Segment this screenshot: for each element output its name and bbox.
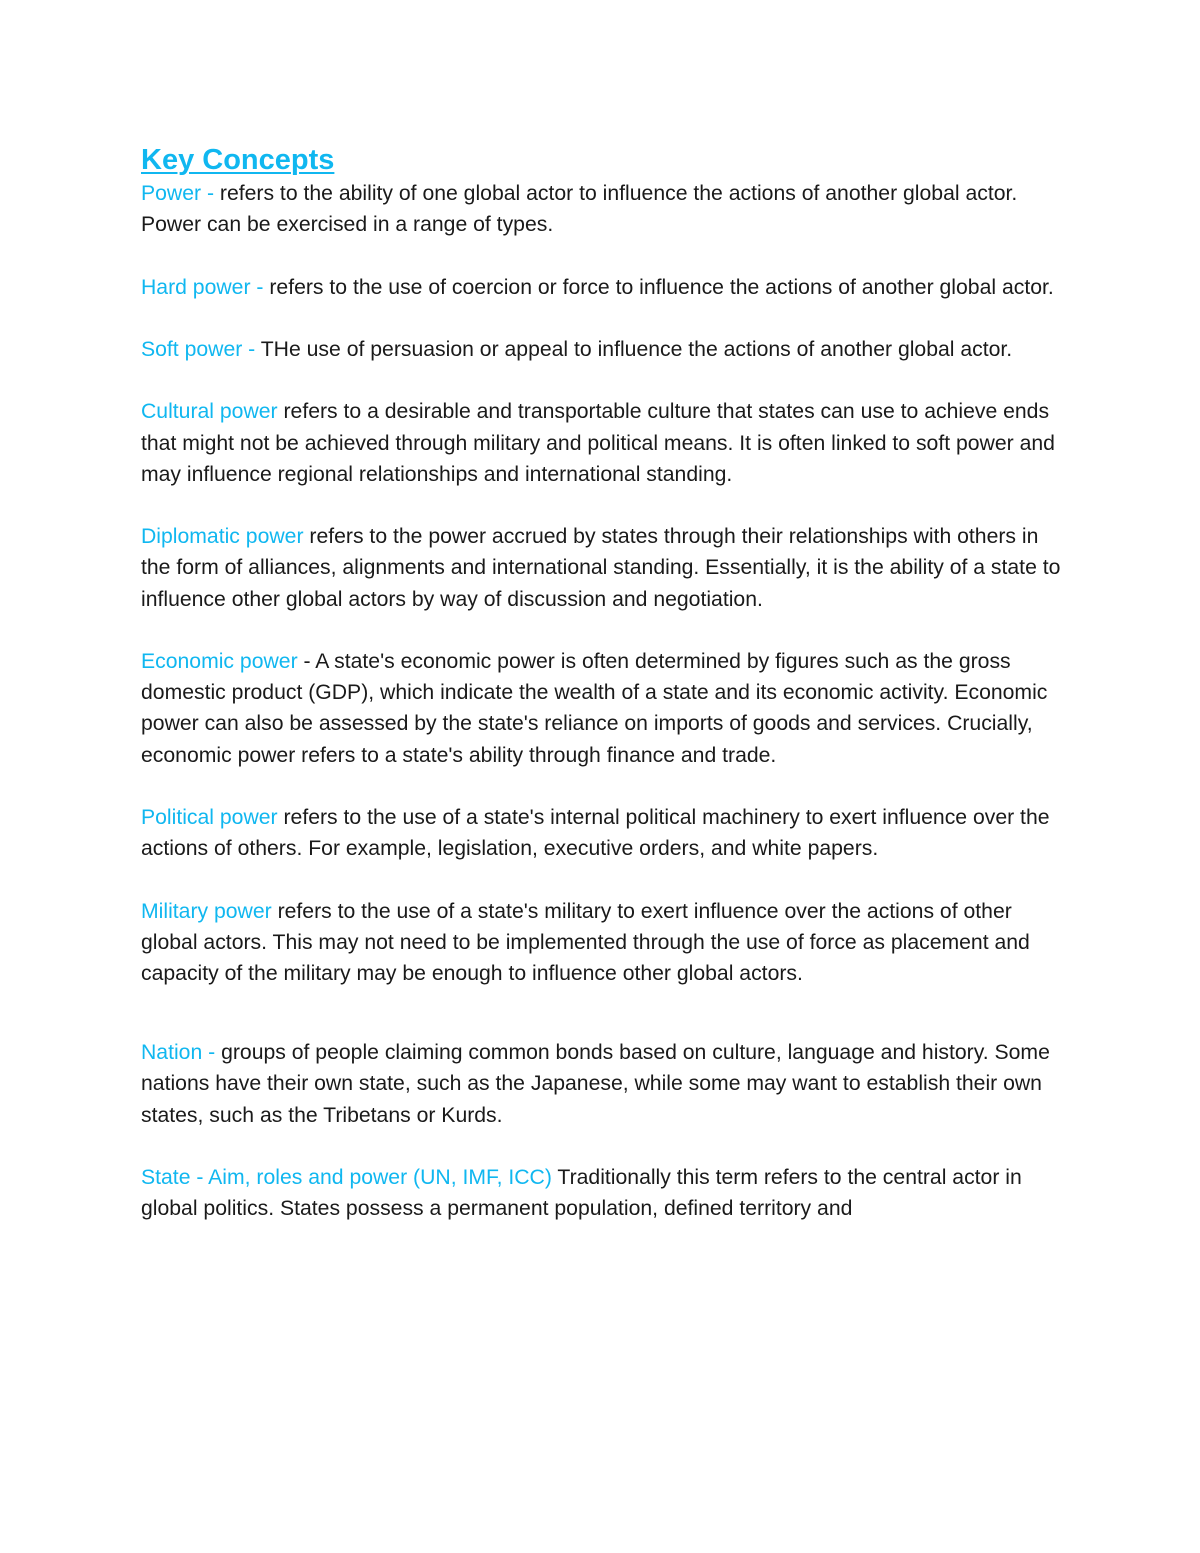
definition-power — [141, 178, 1061, 240]
definition-military-power — [141, 896, 1061, 990]
page-title: Key Concepts — [141, 144, 335, 176]
term-label: Political power — [141, 805, 278, 829]
term-label: Diplomatic power — [141, 525, 304, 549]
term-label: State - Aim, roles and power (UN, IMF, ICC) — [141, 1165, 552, 1189]
definition-soft-power — [141, 334, 1061, 365]
definition-text: refers to the use of a state's military to exert influence over the actions of other global actors. This may not need to be implemented through the use of force as placement and capacity of the military may be enough to influence other global actors. — [141, 899, 1030, 985]
term-label: Economic power — [141, 649, 298, 673]
definition-economic-power — [141, 646, 1061, 771]
definition-text: Traditionally this term refers to the central actor in global politics. States possess a permanent population, defined territory and — [141, 1165, 1022, 1221]
definition-text: refers to the power accrued by states through their relationships with others in the form of alliances, alignments and international standing. Essentially, it is the ability of a state to influence other global actors by way of discussion and negotiation. — [141, 525, 1061, 611]
definition-text: refers to the use of a state's internal political machinery to exert influence over the actions of others. For example, legislation, executive orders, and white papers. — [141, 805, 1050, 861]
term-label: Cultural power — [141, 400, 278, 424]
definition-text: - A state's economic power is often determined by figures such as the gross domestic product (GDP), which indicate the wealth of a state and its economic activity. Economic power can also be assessed by the state's reliance on imports of goods and services. Crucially, economic power refers to a state's ability through finance and trade. — [141, 649, 1048, 767]
definition-political-power — [141, 802, 1061, 864]
definition-text: THe use of persuasion or appeal to influence the actions of another global actor. — [260, 337, 1013, 361]
definition-diplomatic-power — [141, 521, 1061, 615]
definition-state — [141, 1162, 1061, 1224]
definition-text: refers to the ability of one global actor to influence the actions of another global actor. Power can be exercised in a range of types. — [141, 182, 1018, 237]
term-label: Nation - — [141, 1041, 222, 1065]
definition-hard-power — [141, 272, 1061, 303]
definition-text: refers to the use of coercion or force to influence the actions of another global actor. — [269, 275, 1054, 299]
definition-nation — [141, 1037, 1061, 1131]
document-page — [141, 142, 1061, 1224]
term-label: Hard power - — [141, 275, 270, 299]
term-label: Soft power - — [141, 337, 261, 361]
definition-text: groups of people claiming common bonds based on culture, language and history. Some nations have their own state, such as the Japanese, while some may want to establish their own states, such as the Tribetans or Kurds. — [141, 1041, 1050, 1127]
term-label: Military power — [141, 899, 272, 923]
definition-cultural-power — [141, 396, 1061, 490]
definition-text: refers to a desirable and transportable culture that states can use to achieve ends that might not be achieved through military and political means. It is often linked to soft power and may influence regional relationships and international standing. — [141, 400, 1055, 486]
term-label: Power - — [141, 182, 220, 205]
